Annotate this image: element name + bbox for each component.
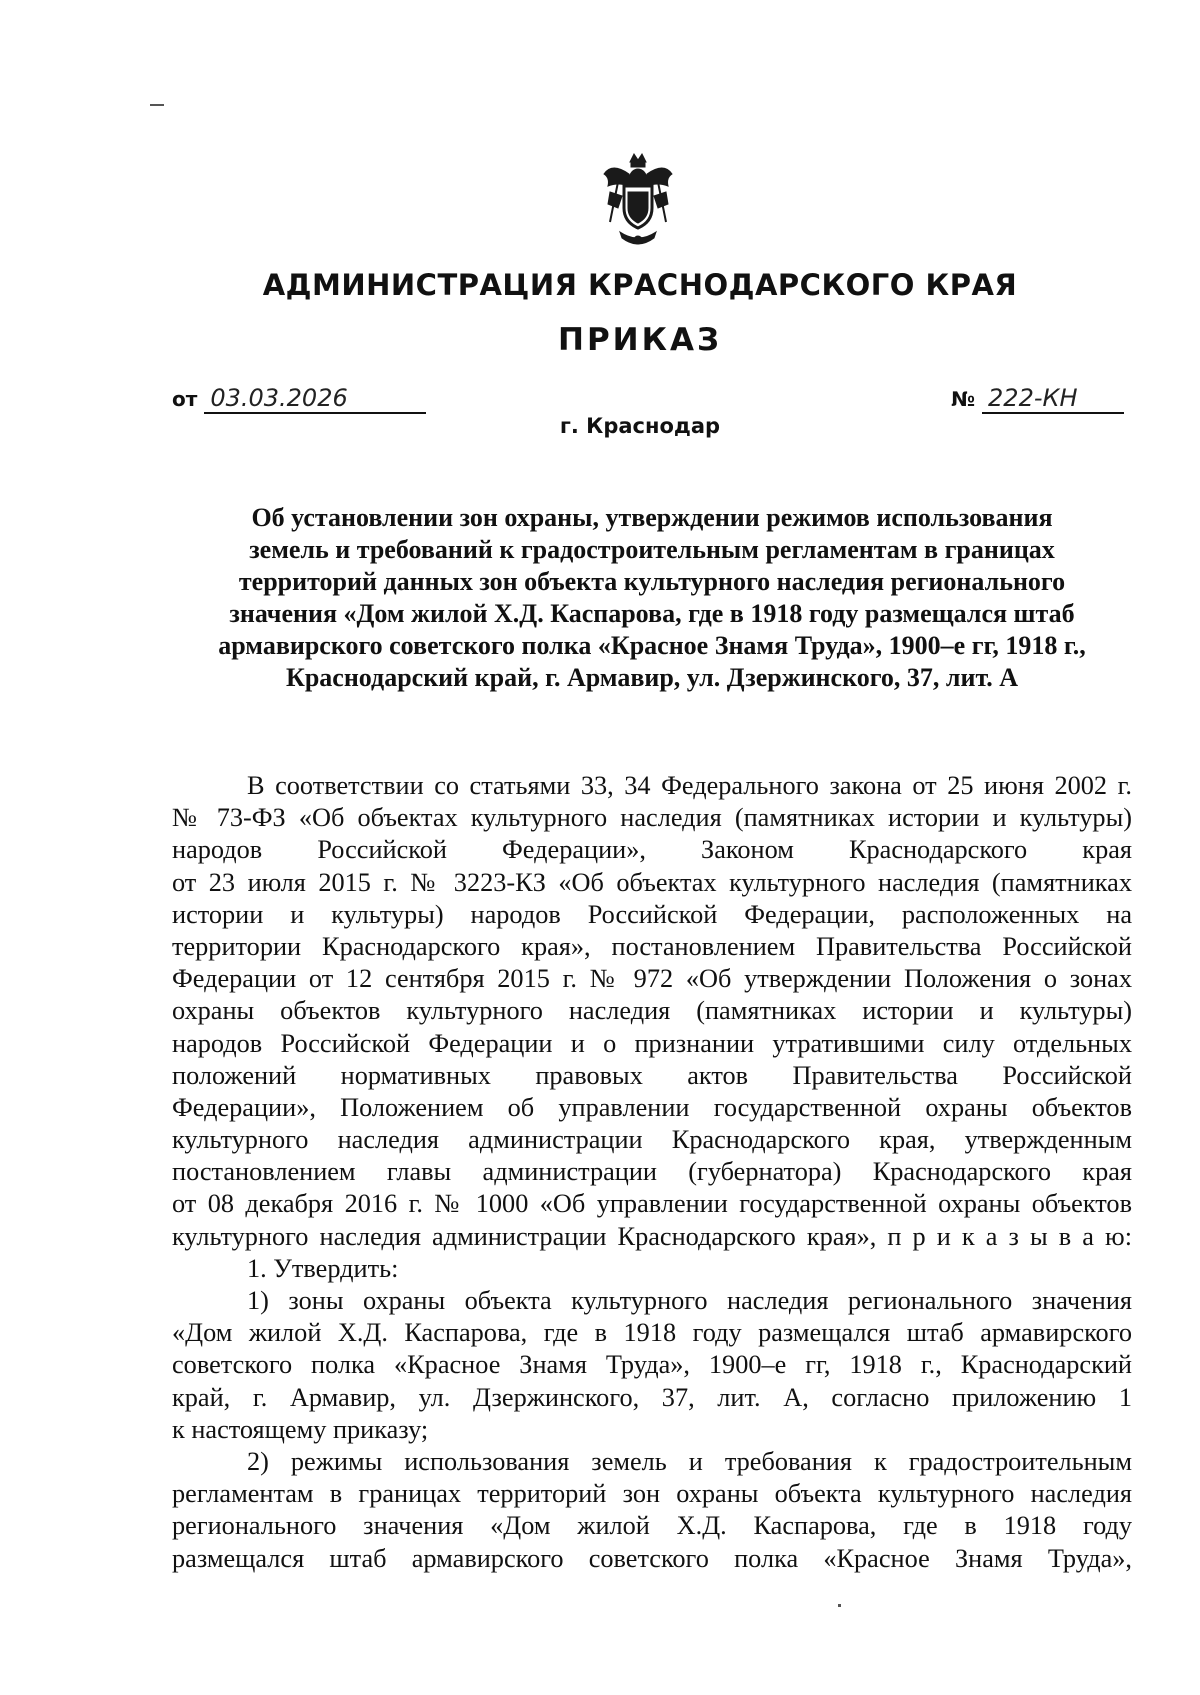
body-line: Федерации», Положением об управлении государственной охраны объектов xyxy=(172,1092,1132,1122)
body-line: территории Краснодарского края», постановлением Правительства Российской xyxy=(172,931,1132,961)
body-line: № 73-ФЗ «Об объектах культурного наследия (памятниках истории и культуры) xyxy=(172,803,1132,833)
title-line: значения «Дом жилой Х.Д. Каспарова, где в 1918 году размещался штаб xyxy=(229,599,1075,628)
body-line: край, г. Армавир, ул. Дзержинского, 37, лит. А, согласно приложению 1 xyxy=(172,1382,1132,1412)
body-line: положений нормативных правовых актов Правительства Российской xyxy=(172,1060,1132,1090)
number-line xyxy=(951,384,1124,414)
number-prefix: № xyxy=(951,387,976,411)
body-line: 1. Утвердить: xyxy=(247,1253,399,1283)
body-line: регламентам в границах территорий зон охраны объекта культурного наследия xyxy=(172,1479,1132,1509)
title-line: армавирского советского полка «Красное Знамя Труда», 1900–е гг, 1918 г., xyxy=(218,631,1086,660)
body-line: истории и культуры) народов Российской Федерации, расположенных на xyxy=(172,899,1132,929)
body-line: регионального значения «Дом жилой Х.Д. Каспарова, где в 1918 году xyxy=(172,1511,1132,1541)
date-value: 03.03.2026 xyxy=(204,384,426,414)
body-line: Федерации от 12 сентября 2015 г. № 972 «Об утверждении Положения о зонах xyxy=(172,964,1132,994)
body-line: 2) режимы использования земель и требования к градостроительным xyxy=(247,1446,1132,1476)
document-body xyxy=(172,770,1132,1575)
body-line: «Дом жилой Х.Д. Каспарова, где в 1918 году размещался штаб армавирского xyxy=(172,1318,1132,1348)
organization-name: АДМИНИСТРАЦИЯ КРАСНОДАРСКОГО КРАЯ xyxy=(262,268,1018,302)
body-line: от 23 июля 2015 г. № 3223-КЗ «Об объектах культурного наследия (памятниках xyxy=(172,867,1132,897)
body-line: от 08 декабря 2016 г. № 1000 «Об управлении государственной охраны объектов xyxy=(172,1189,1132,1219)
body-line: народов Российской Федерации и о признании утратившими силу отдельных xyxy=(172,1028,1132,1058)
body-line: к настоящему приказу; xyxy=(172,1414,429,1444)
date-line xyxy=(172,384,426,414)
scan-speck xyxy=(150,104,164,106)
title-line: земель и требований к градостроительным регламентам в границах xyxy=(249,535,1055,564)
title-line: территорий данных зон объекта культурного наследия регионального xyxy=(238,567,1066,596)
body-line: советского полка «Красное Знамя Труда», 1900–е гг, 1918 г., Краснодарский xyxy=(172,1350,1132,1380)
city: г. Краснодар xyxy=(559,414,721,438)
body-line: размещался штаб армавирского советского полка «Красное Знамя Труда», xyxy=(172,1543,1132,1573)
body-line: постановлением главы администрации (губернатора) Краснодарского края xyxy=(172,1157,1132,1187)
body-line: 1) зоны охраны объекта культурного наследия регионального значения xyxy=(247,1286,1132,1315)
document-type: ПРИКАЗ xyxy=(558,322,722,358)
body-line: народов Российской Федерации», Законом Краснодарского края xyxy=(172,835,1132,865)
title-line: Об установлении зон охраны, утверждении режимов использования xyxy=(251,503,1053,532)
date-prefix: от xyxy=(172,387,198,411)
body-line: В соответствии со статьями 33, 34 Федерального закона от 25 июня 2002 г. xyxy=(247,771,1132,800)
title-line: Краснодарский край, г. Армавир, ул. Дзержинского, 37, лит. А xyxy=(285,663,1019,692)
body-line: охраны объектов культурного наследия (памятниках истории и культуры) xyxy=(172,996,1132,1026)
document-title xyxy=(172,502,1132,694)
number-value: 222-КН xyxy=(982,384,1124,414)
body-line: культурного наследия администрации Краснодарского края, утвержденным xyxy=(172,1125,1132,1155)
scan-speck xyxy=(838,1604,841,1607)
krasnodar-coat-of-arms-icon xyxy=(598,152,678,250)
body-line: культурного наследия администрации Краснодарского края», п р и к а з ы в а ю: xyxy=(172,1221,1132,1251)
